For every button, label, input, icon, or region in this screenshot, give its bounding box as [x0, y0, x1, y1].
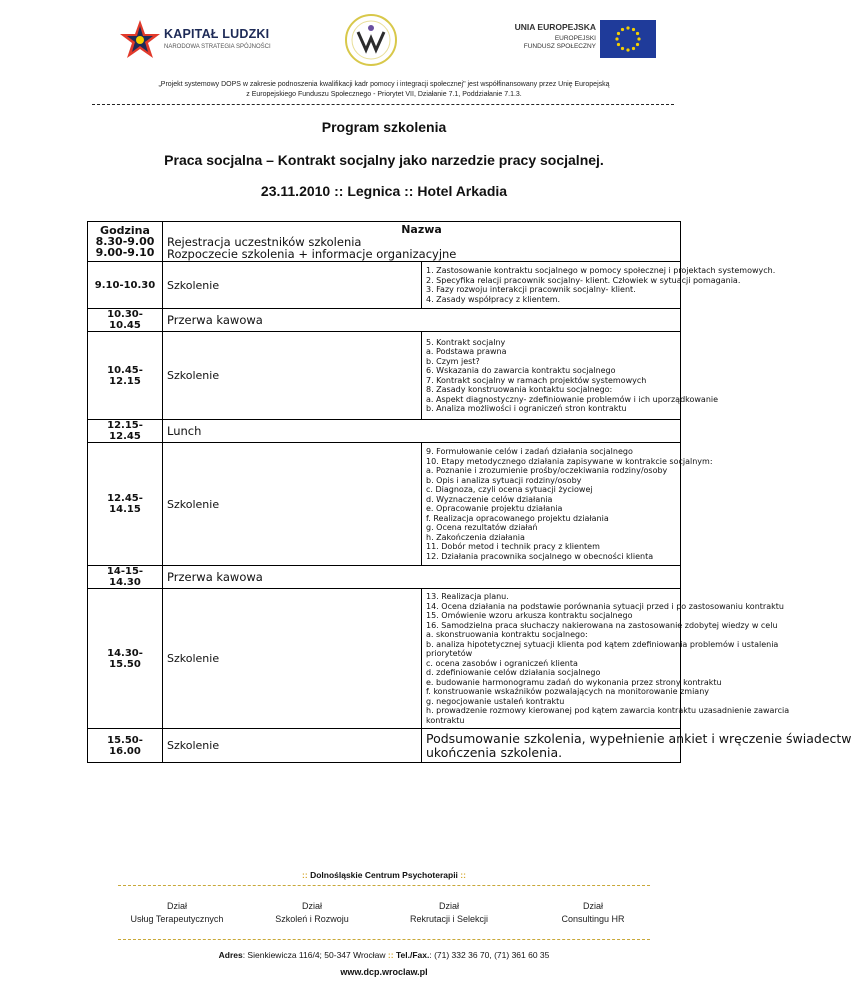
dops-emblem-icon — [336, 12, 406, 68]
department-recruitment — [384, 900, 514, 926]
eu-star-icon — [617, 32, 620, 35]
time-slot: 9.00-9.10 — [95, 246, 155, 259]
eu-star-icon — [636, 43, 639, 46]
agenda-line: c. Diagnoza, czyli ocena sytuacji życiowej — [426, 485, 593, 494]
agenda-item: Rozpoczecie szkolenia + informacje organizacyjne — [167, 247, 457, 261]
schedule-header-row — [88, 222, 681, 262]
agenda-line: 1. Zastosowanie kontraktu socjalnego w pomocy społecznej i projektach systemowych. — [426, 266, 776, 275]
agenda-line: ukończenia szkolenia. — [426, 744, 563, 760]
eu-flag-icon — [600, 20, 656, 58]
eu-star-icon — [637, 37, 640, 40]
session-description — [422, 332, 719, 420]
column-header-name: Nazwa — [401, 222, 442, 236]
agenda-line: 14. Ocena działania na podstawie porównania sytuacji przed i po zastosowaniu kontraktu — [426, 601, 784, 611]
session-type: Szkolenie — [163, 589, 422, 729]
agenda-line: 10. Etapy metodycznego działania zapisywane w kontrakcie socjalnym: — [426, 456, 713, 466]
time-slot: 15.50-16.00 — [88, 729, 163, 763]
agenda-line: a. Aspekt diagnostyczny- zdefiniowanie problemów i ich uporządkowanie — [426, 394, 719, 404]
date-location: 23.11.2010 :: Legnica :: Hotel Arkadia — [260, 183, 508, 199]
agenda-line: 16. Samodzielna praca słuchaczy nakierowana na zastosowanie zdobytej wiedzy w celu — [426, 620, 778, 630]
lunch-label: Lunch — [163, 420, 681, 443]
eu-star-icon — [621, 28, 624, 31]
agenda-line: d. zdefiniowanie celów działania socjalnego — [426, 668, 601, 677]
agenda-line: a. skonstruowania kontraktu socjalnego: — [426, 630, 588, 639]
eu-star-icon — [615, 37, 618, 40]
department-training — [247, 900, 377, 926]
agenda-line: e. budowanie harmonogramu zadań do wykonania przez strony kontraktu — [426, 677, 722, 687]
break-label: Przerwa kawowa — [163, 566, 681, 589]
agenda-line: 8. Zasady konstruowania kontaktu socjalnego: — [426, 385, 613, 394]
agenda-line: 6. Wskazania do zawarcia kontraktu socjalnego — [426, 366, 616, 375]
department-name: Consultingu HR — [561, 914, 625, 924]
session-type: Szkolenie — [163, 332, 422, 420]
time-slot: 12.45-14.15 — [88, 443, 163, 566]
agenda-line: priorytetów — [426, 649, 473, 658]
agenda-line: h. prowadzenie rozmowy kierowanej pod kątem zawarcia kontraktu uzasadnienie zawarcia — [426, 706, 790, 715]
agenda-line: 9. Formułowanie celów i zadań działania socjalnego — [426, 447, 633, 456]
session-description — [422, 262, 776, 309]
address-label: Adres — [218, 950, 243, 960]
agenda-line: 2. Specyfika relacji pracownik socjalny- klient. Człowiek w sytuacji pomagania. — [426, 275, 741, 285]
tel-text: : (71) 332 36 70, (71) 361 60 35 — [429, 950, 550, 960]
project-cofinancing-note — [40, 80, 728, 100]
tel-label: Tel./Fax. — [395, 950, 430, 960]
schedule-row — [88, 420, 681, 443]
agenda-line: b. Czym jest? — [426, 356, 480, 366]
agenda-line: h. Zakończenia działania — [426, 532, 525, 542]
department-therapy — [112, 900, 242, 926]
schedule-row — [88, 566, 681, 589]
address-text: : Sienkiewicza 116/4; 50-347 Wrocław — [242, 950, 386, 960]
training-subject: Praca socjalna – Kontrakt socjalny jako narzedzie pracy socjalnej. — [164, 152, 604, 168]
schedule-row — [88, 332, 681, 420]
eu-label: UNIA EUROPEJSKA — [514, 22, 596, 32]
session-description — [422, 589, 790, 729]
schedule-row — [88, 262, 681, 309]
agenda-line: 11. Dobór metod i technik pracy z klientem — [426, 542, 600, 551]
footer-center-name — [0, 870, 768, 880]
eu-efs-logo — [516, 20, 656, 64]
agenda-line: d. Wyznaczenie celów działania — [426, 494, 553, 504]
agenda-line: Podsumowanie szkolenia, wypełnienie ankiet i wręczenie świadectw — [426, 730, 852, 746]
footer-separator: :: — [387, 950, 394, 960]
time-slot: 14-15-14.30 — [88, 566, 163, 589]
agenda-line: 3. Fazy rozwoju interakcji pracownik socjalny- klient. — [426, 285, 636, 294]
kapital-ludzki-star-icon — [118, 18, 162, 62]
agenda-line: b. Analiza możliwości i ograniczeń stron kontraktu — [426, 404, 627, 413]
time-slot: 10.30-10.45 — [88, 309, 163, 332]
eu-star-icon — [632, 47, 635, 50]
eu-star-icon — [617, 43, 620, 46]
agenda-line: a. Poznanie i zrozumienie prośby/oczekiwania rodziny/osoby — [426, 466, 668, 475]
department-name: Usług Terapeutycznych — [130, 914, 224, 924]
time-slot: 14.30-15.50 — [88, 589, 163, 729]
schedule-row — [88, 443, 681, 566]
department-label: Dział — [438, 901, 459, 911]
time-slot: 8.30-9.00 — [95, 235, 155, 248]
header-name-cell — [163, 222, 681, 262]
agenda-line: 13. Realizacja planu. — [426, 592, 509, 601]
eu-star-icon — [636, 32, 639, 35]
agenda-line: e. Opracowanie projektu działania — [426, 504, 563, 513]
session-description — [422, 729, 852, 763]
header-divider — [92, 104, 674, 105]
department-label: Dział — [166, 901, 187, 911]
agenda-item: Rejestracja uczestników szkolenia — [167, 234, 362, 249]
kapital-ludzki-logo — [118, 18, 271, 64]
project-note-line1: „Projekt systemowy DOPS w zakresie podnoszenia kwalifikacji kadr pomocy i integracji społecznej" jest współfinansowany przez Unię Europejską — [158, 81, 610, 88]
agenda-line: g. negocjowanie ustaleń kontraktu — [426, 696, 565, 706]
agenda-line: c. ocena zasobów i ograniczeń klienta — [426, 658, 578, 668]
session-description — [422, 443, 713, 566]
department-label: Dział — [301, 901, 322, 911]
header-time-cell — [88, 222, 163, 262]
schedule-row — [88, 309, 681, 332]
agenda-line: a. Podstawa prawna — [426, 347, 507, 356]
footer-divider-top — [118, 885, 650, 886]
agenda-line: f. konstruowanie wskaźników pozwalających na monitorowanie zmiany — [426, 687, 709, 696]
agenda-line: 12. Działania pracownika socjalnego w obecności klienta — [426, 551, 654, 561]
schedule-table — [87, 221, 852, 763]
schedule-row — [88, 729, 681, 763]
time-slot: 10.45-12.15 — [88, 332, 163, 420]
session-type: Szkolenie — [163, 729, 422, 763]
agenda-line: g. Ocena rezultatów działań — [426, 523, 538, 532]
time-slot: 9.10-10.30 — [88, 262, 163, 309]
kapital-ludzki-subtitle: NARODOWA STRATEGIA SPÓJNOŚCI — [164, 44, 271, 50]
agenda-line: 15. Omówienie wzoru arkusza kontraktu socjalnego — [426, 611, 633, 620]
website-link[interactable]: www.dcp.wroclaw.pl — [340, 967, 428, 977]
footer-address — [0, 950, 768, 960]
eu-star-icon — [626, 48, 629, 51]
break-label: Przerwa kawowa — [163, 309, 681, 332]
eu-star-icon — [632, 28, 635, 31]
footer-divider-bottom — [118, 939, 650, 940]
eu-star-icon — [621, 47, 624, 50]
agenda-line: 4. Zasady współpracy z klientem. — [426, 294, 561, 304]
agenda-line: b. Opis i analiza sytuacji rodziny/osoby — [426, 475, 582, 485]
time-slot: 12.15-12.45 — [88, 420, 163, 443]
department-name: Rekrutacji i Selekcji — [409, 914, 489, 924]
kapital-ludzki-title: KAPITAŁ LUDZKI — [164, 27, 270, 41]
department-consulting — [528, 900, 658, 926]
eu-star-icon — [626, 26, 629, 29]
agenda-line: 7. Kontrakt socjalny w ramach projektów systemowych — [426, 375, 647, 385]
schedule-row — [88, 589, 681, 729]
agenda-line: b. analiza hipotetycznej sytuacji klienta pod kątem zdefiniowania problemów i ustalenia — [426, 639, 779, 649]
department-name: Szkoleń i Rozwoju — [275, 914, 349, 924]
project-note-line2: z Europejskiego Funduszu Społecznego - Priorytet VII, Działanie 7.1, Poddziałanie 7.1.3. — [246, 91, 522, 98]
program-title: Program szkolenia — [321, 119, 447, 135]
agenda-line: kontraktu — [426, 715, 465, 725]
session-type: Szkolenie — [163, 262, 422, 309]
department-label: Dział — [582, 901, 603, 911]
footer-separator: :: — [302, 870, 308, 880]
eu-fund-line2: FUNDUSZ SPOŁECZNY — [523, 43, 596, 50]
footer-separator: :: — [460, 870, 466, 880]
session-type: Szkolenie — [163, 443, 422, 566]
column-header-time: Godzina — [100, 224, 150, 237]
agenda-line: 5. Kontrakt socjalny — [426, 337, 506, 347]
eu-fund-line1: EUROPEJSKI — [554, 35, 596, 42]
agenda-line: f. Realizacja opracowanego projektu działania — [426, 513, 609, 523]
center-name: Dolnośląskie Centrum Psychoterapii — [310, 870, 458, 880]
